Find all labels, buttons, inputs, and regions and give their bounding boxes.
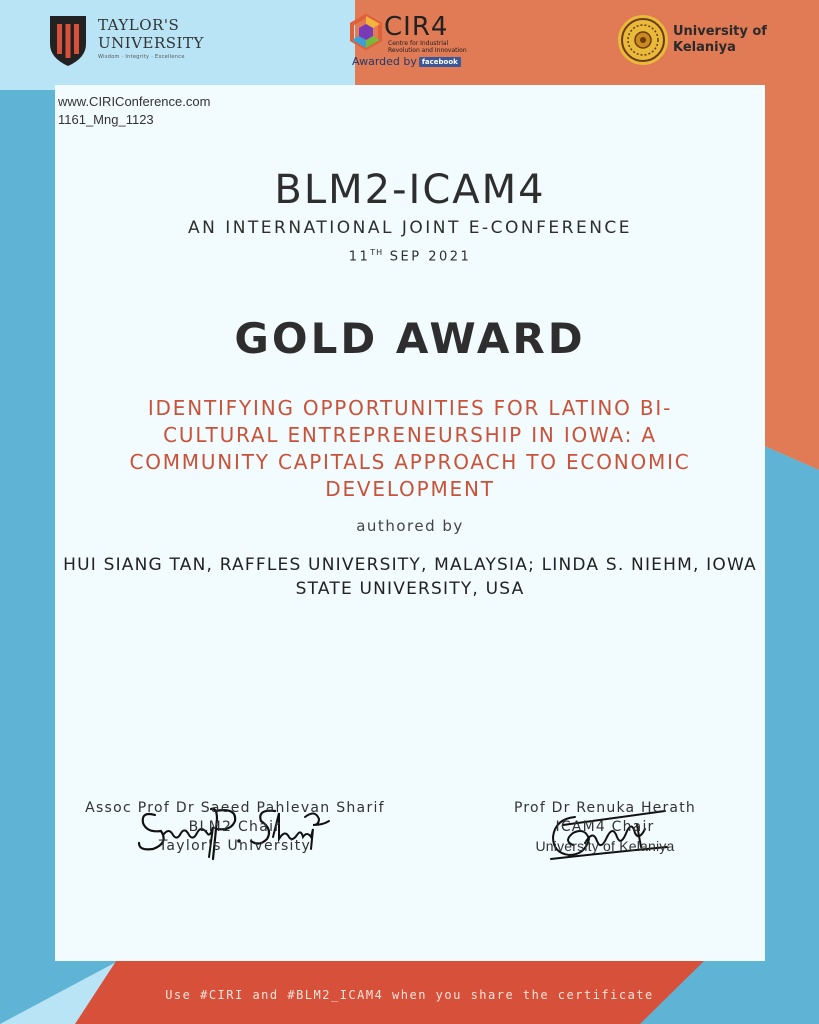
conference-title: BLM2-ICAM4 (274, 167, 546, 213)
ciri-subtitle: Centre for Industrial Revolution and Innovation (388, 40, 467, 54)
signatory-herath (485, 799, 725, 856)
date-day: 11 (348, 249, 371, 265)
kelaniya-seal-icon (617, 14, 669, 66)
signatory-name: Assoc Prof Dr Saeed Pahlevan Sharif (85, 800, 385, 816)
taylors-crest-icon (48, 14, 88, 66)
signatory-name: Prof Dr Renuka Herath (514, 800, 696, 816)
date-suffix: TH (370, 248, 384, 257)
signatory-affiliation: Taylor's University (158, 838, 312, 854)
website-text: www.CIRIConference.com (58, 94, 211, 109)
ciri-name: CIR4 (384, 12, 449, 42)
signatory-role: BLM2 Chair (188, 819, 282, 835)
certificate-meta (58, 93, 210, 129)
kelaniya-name-line1: University of (673, 24, 767, 39)
authored-by-label: authored by (356, 517, 464, 535)
taylors-logo (48, 14, 208, 68)
ciri-hexagon-icon (350, 14, 382, 50)
ciri-logo (350, 14, 480, 72)
signatory-affiliation: University of Kelaniya (535, 838, 675, 854)
date-month-year: SEP 2021 (389, 249, 472, 265)
kelaniya-name-line2: Kelaniya (673, 40, 736, 55)
award-title: GOLD AWARD (234, 314, 586, 363)
paper-title: IDENTIFYING OPPORTUNITIES FOR LATINO BI-CULTURAL ENTREPRENEURSHIP IN IOWA: A COMMUNITY CAPITALS APPROACH TO ECONOMIC DEVELOPMENT (129, 396, 691, 501)
authors-list: HUI SIANG TAN, RAFFLES UNIVERSITY, MALAYSIA; LINDA S. NIEHM, IOWA STATE UNIVERSITY, USA (63, 555, 757, 599)
taylors-tagline: Wisdom · Integrity · Excellence (98, 54, 185, 60)
conference-subtitle: AN INTERNATIONAL JOINT E-CONFERENCE (187, 218, 633, 238)
certificate-card (55, 85, 765, 961)
certificate-code: 1161_Mng_1123 (58, 112, 154, 127)
taylors-name-line1: TAYLOR'S (98, 16, 180, 34)
ciri-awarded-by (352, 55, 461, 68)
awarded-by-text: Awarded by (352, 55, 417, 68)
kelaniya-name (673, 24, 767, 56)
facebook-badge: facebook (419, 57, 461, 67)
bg-blue-left (0, 90, 55, 960)
taylors-name-line2: UNIVERSITY (98, 34, 204, 52)
footer-hashtag-note: Use #CIRI and #BLM2_ICAM4 when you share the certificate (165, 988, 654, 1002)
conference-date (55, 248, 765, 264)
kelaniya-logo (617, 14, 777, 72)
signatory-sharif (65, 799, 405, 856)
signatory-role: ICAM4 Chair (555, 819, 655, 835)
